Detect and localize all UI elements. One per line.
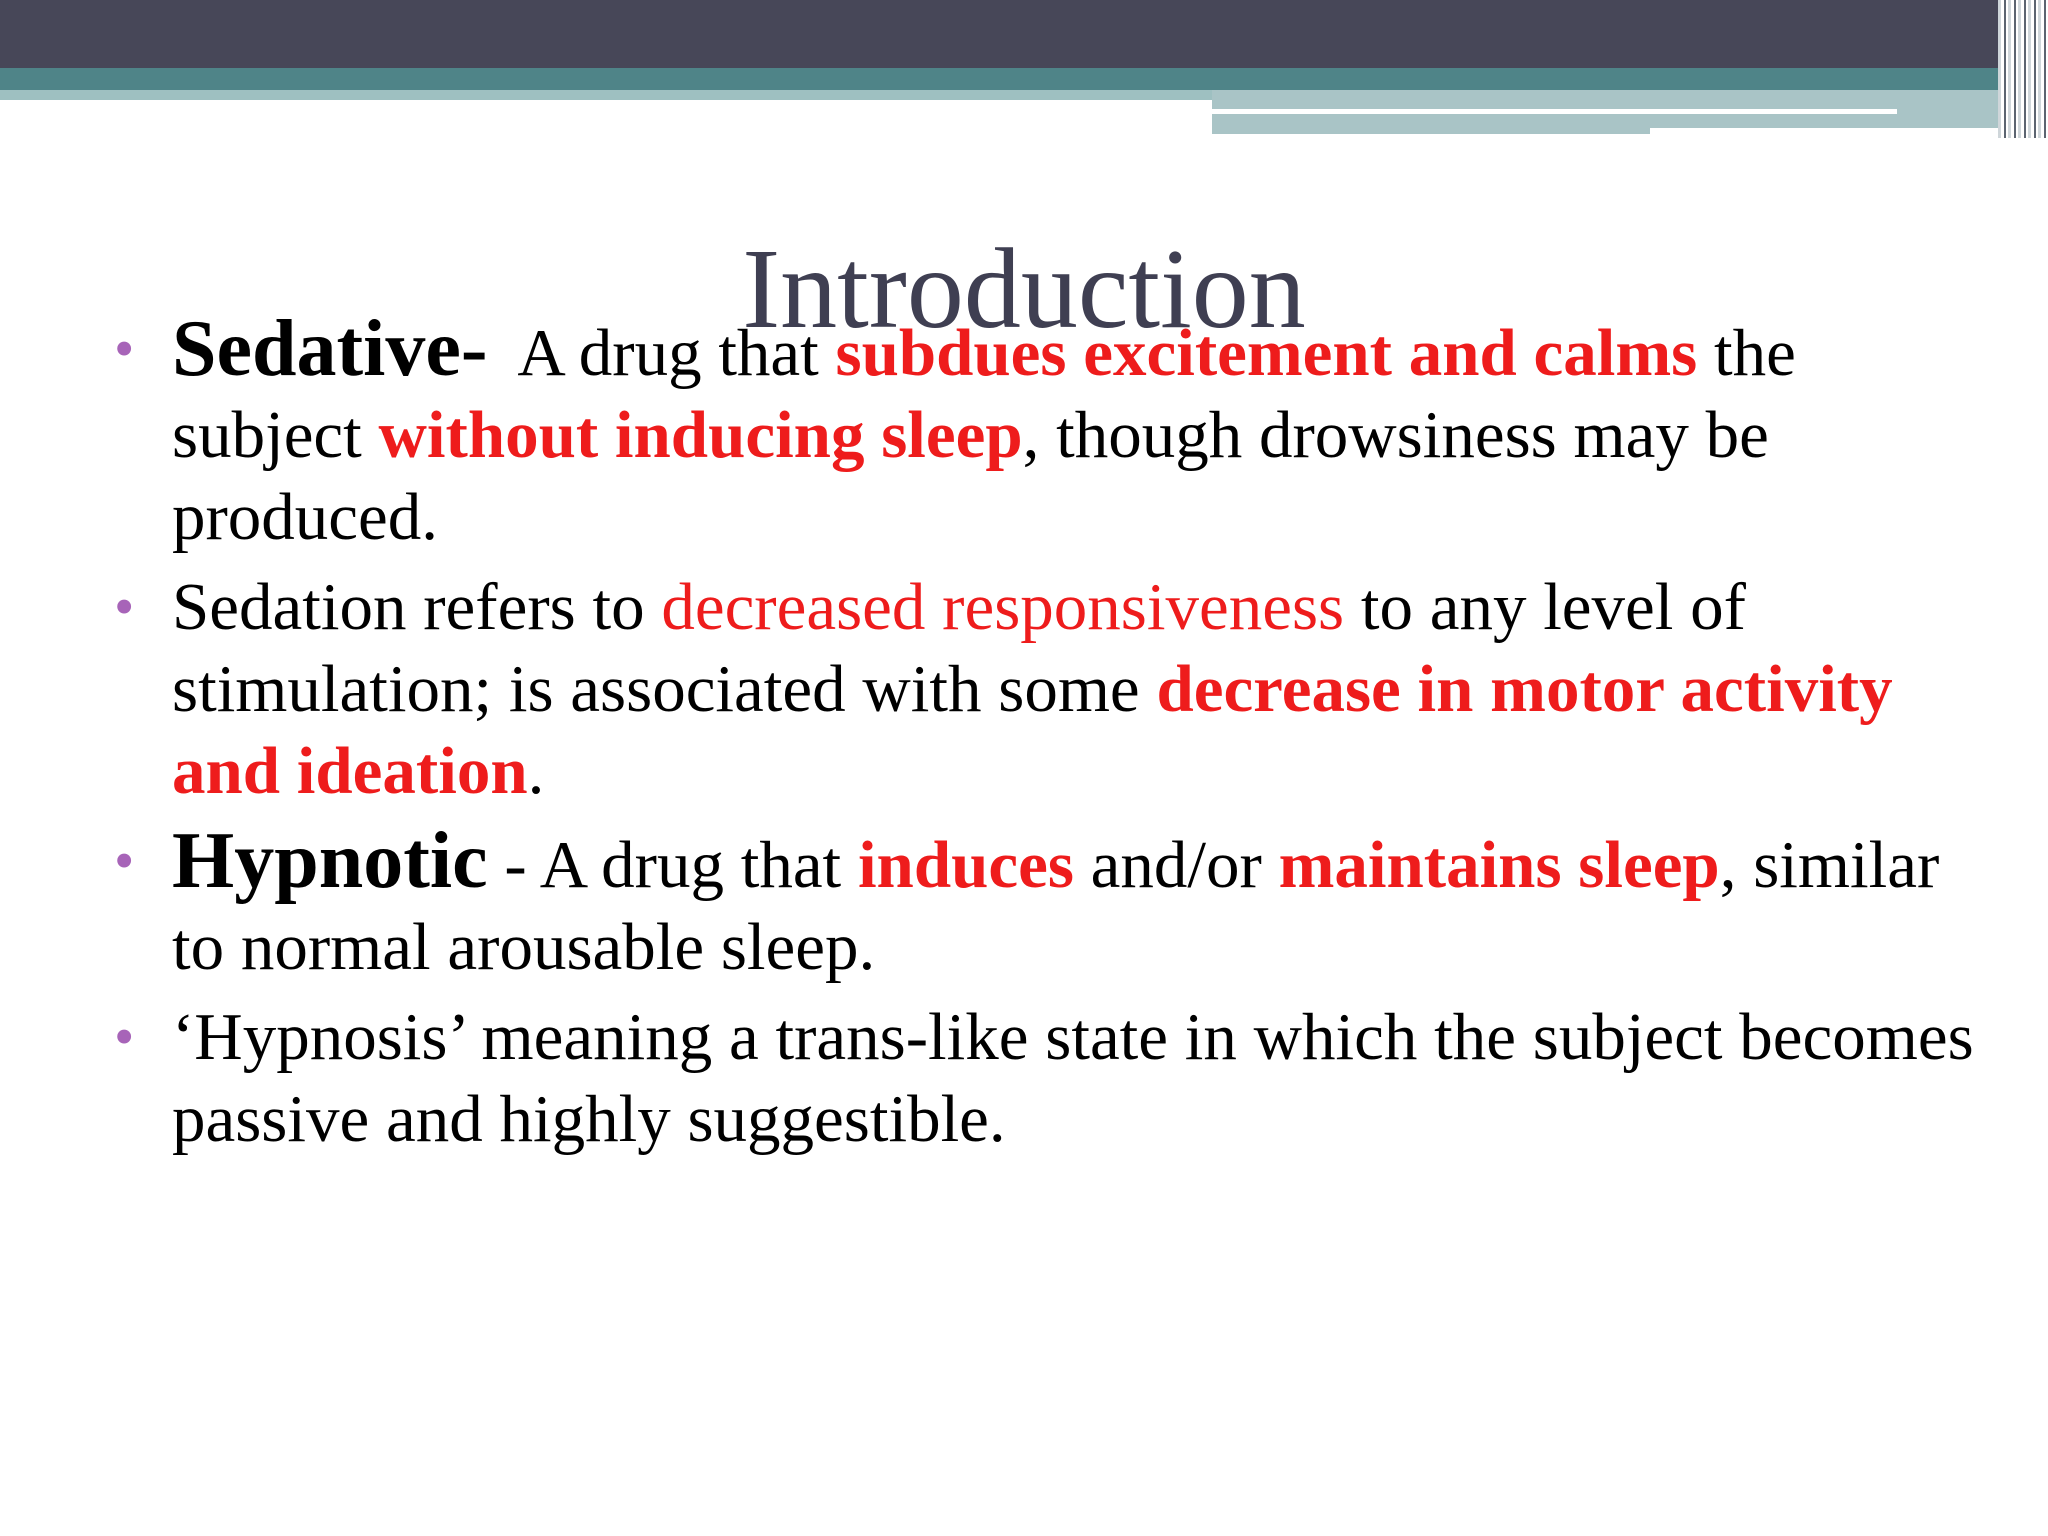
bullet-text: , similar to normal arousable sleep. bbox=[172, 828, 1940, 984]
header-bar-teal bbox=[0, 68, 2048, 90]
bullet-hypnotic bbox=[110, 817, 1980, 988]
header-bar-dark bbox=[0, 0, 2048, 68]
header-accent-line bbox=[1212, 109, 1897, 114]
bullet-sedation bbox=[110, 566, 1980, 812]
highlight-text: decrease in motor activity and ideation bbox=[172, 652, 1893, 808]
header-stripes bbox=[1998, 0, 2048, 138]
bullet-hypnosis bbox=[110, 996, 1980, 1160]
bullet-text: - A drug that bbox=[487, 828, 858, 902]
bullet-text: the subject bbox=[172, 316, 1796, 472]
bullet-dot-icon: • bbox=[114, 1004, 135, 1069]
bullet-dot-icon: • bbox=[114, 828, 135, 893]
bullet-dot-icon: • bbox=[114, 316, 135, 381]
bullet-sedative bbox=[110, 305, 1980, 558]
highlight-text: induces bbox=[857, 828, 1074, 902]
term-hypnotic: Hypnotic bbox=[172, 817, 488, 905]
bullet-dot-icon: • bbox=[114, 574, 135, 639]
bullet-list bbox=[110, 305, 1980, 1168]
bullet-text: , though drowsiness may be produced. bbox=[172, 398, 1769, 554]
header-bar-teal-light bbox=[0, 90, 1212, 100]
highlight-text: subdues excitement and calms bbox=[835, 316, 1698, 390]
bullet-text: and/or bbox=[1073, 828, 1279, 902]
bullet-text: Sedation refers to bbox=[172, 570, 662, 644]
highlight-text: without inducing sleep bbox=[378, 398, 1023, 472]
bullet-text: ‘Hypnosis’ meaning a trans-like state in which the subject becomes passive and highly suggestible. bbox=[172, 1000, 1974, 1156]
bullet-text: A drug that bbox=[487, 316, 836, 390]
header-accent-line bbox=[1650, 128, 2048, 134]
slide-title: Introduction bbox=[742, 225, 1306, 353]
bullet-text: to any level of stimulation; is associated with some bbox=[172, 570, 1746, 726]
highlight-text: maintains sleep bbox=[1278, 828, 1720, 902]
term-sedative: Sedative- bbox=[172, 305, 488, 393]
bullet-text: . bbox=[527, 734, 545, 808]
highlight-text: decreased responsiveness bbox=[661, 570, 1345, 644]
